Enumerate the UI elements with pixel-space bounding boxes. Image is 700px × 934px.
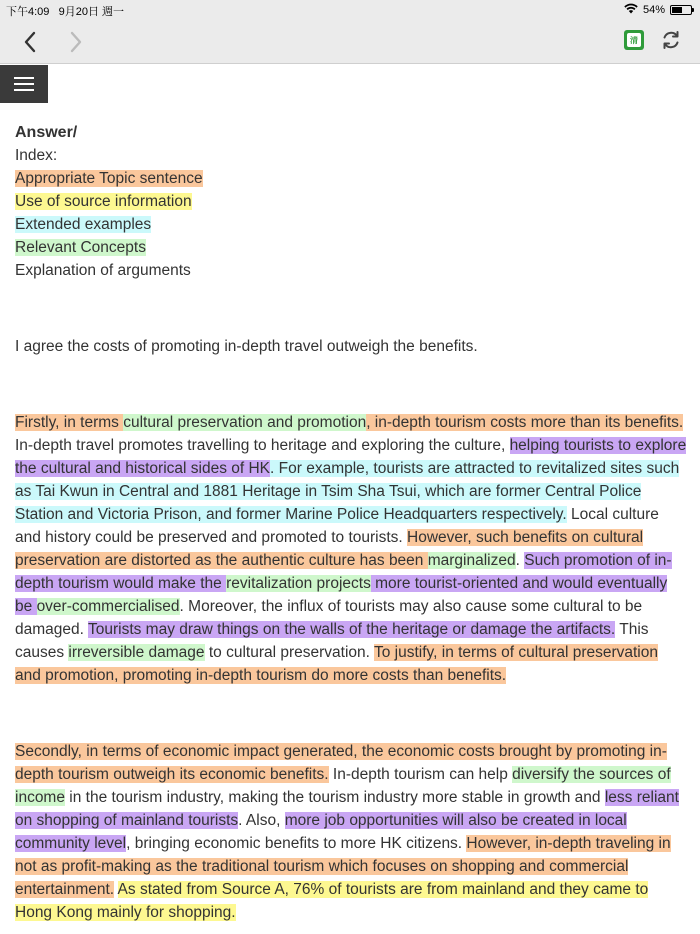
concept-segment: revitalization projects <box>226 575 371 592</box>
index-item-explanation: Explanation of arguments <box>15 262 191 279</box>
back-button[interactable] <box>16 28 44 56</box>
topic-sentence-segment: However, such benefits on cultural preservation are distorted as the authentic culture has been <box>15 529 644 569</box>
concept-segment: over-commercialised <box>36 598 180 615</box>
paragraph-2 <box>15 740 687 924</box>
app-icon[interactable] <box>624 30 644 50</box>
plain-segment: , bringing economic benefits to more HK citizens. <box>126 835 467 852</box>
topic-sentence-segment: However, in-depth traveling in not as profit-making as the traditional tourism which focuses on shopping and commercial entertainment. <box>15 835 671 898</box>
example-segment: . For example, tourists are attracted to revitalized sites such as Tai Kwun in Central and 1881 Heritage in Tsim Sha Tsui, which are former Central Police Station and Victoria Prison, and former Marine Police Headquarters respectively. <box>15 460 680 523</box>
menu-bar-icon <box>14 89 34 91</box>
battery-percent: 54% <box>642 4 665 16</box>
hamburger-menu-button[interactable] <box>0 65 48 103</box>
battery-icon <box>670 5 692 15</box>
explanation-segment: helping tourists to explore the cultural and historical sides of HK <box>15 437 687 477</box>
plain-segment: In-depth travel promotes travelling to heritage and exploring the culture, <box>15 437 510 454</box>
thesis-statement: I agree the costs of promoting in-depth travel outweigh the benefits. <box>15 338 478 355</box>
paragraph-1 <box>15 411 687 687</box>
index-item-relevant-concepts: Relevant Concepts <box>15 239 146 256</box>
status-time-date <box>6 3 124 19</box>
status-time: 下午4:09 <box>6 6 50 18</box>
concept-segment: irreversible damage <box>68 644 205 661</box>
plain-segment: in the tourism industry, making the tourism industry more stable in growth and <box>64 789 605 806</box>
topic-sentence-segment: , in-depth tourism costs more than its benefits. <box>366 414 684 431</box>
topic-sentence-segment: To justify, in terms of cultural preservation and promotion, promoting in-depth tourism do more costs than benefits. <box>15 644 658 684</box>
plain-segment: . <box>515 552 525 569</box>
explanation-segment: less reliant on shopping of mainland tourists <box>15 789 679 829</box>
status-bar <box>0 0 700 20</box>
browser-toolbar <box>0 20 700 64</box>
plain-segment: Local culture and history could be preserved and promoted to tourists. <box>15 506 659 546</box>
concept-segment: cultural preservation and promotion <box>123 414 367 431</box>
topic-sentence-segment: Secondly, in terms of economic impact generated, the economic costs brought by promoting in-depth tourism outweigh its economic benefits. <box>15 743 667 783</box>
concept-segment: marginalized <box>427 552 516 569</box>
explanation-segment: more tourist-oriented and would eventually be <box>15 575 668 615</box>
status-right <box>624 3 692 17</box>
index-item-topic-sentence: Appropriate Topic sentence <box>15 170 203 187</box>
topic-sentence-segment: Firstly, in terms <box>15 414 124 431</box>
battery-fill <box>672 7 682 13</box>
forward-button[interactable] <box>62 28 90 56</box>
index-item-source-information: Use of source information <box>15 193 192 210</box>
source-segment: As stated from Source A, 76% of tourists are from mainland and they came to Hong Kong mainly for shopping. <box>15 881 649 921</box>
explanation-segment: Such promotion of in-depth tourism would make the <box>15 552 672 592</box>
plain-segment: . Also, <box>238 812 285 829</box>
plain-segment: This causes <box>15 621 649 661</box>
index-label: Index: <box>15 147 58 164</box>
answer-heading: Answer/ <box>15 124 78 141</box>
index-item-extended-examples: Extended examples <box>15 216 152 233</box>
plain-segment: to cultural preservation. <box>204 644 374 661</box>
app-icon-glyph: 清 <box>627 33 641 47</box>
reload-icon <box>660 29 682 51</box>
reload-button[interactable] <box>660 29 682 51</box>
explanation-segment: Tourists may draw things on the walls of the heritage or damage the artifacts. <box>87 621 616 638</box>
plain-segment: . Moreover, the influx of tourists may also cause some cultural to be damaged. <box>15 598 643 638</box>
concept-segment: diversify the sources of income <box>15 766 671 806</box>
menu-bar-icon <box>14 83 34 85</box>
answer-content <box>15 121 687 924</box>
forward-chevron-icon <box>69 31 83 53</box>
back-chevron-icon <box>23 31 37 53</box>
menu-bar-icon <box>14 77 34 79</box>
status-date: 9月20日 週一 <box>58 6 125 18</box>
plain-segment: In-depth tourism can help <box>328 766 513 783</box>
wifi-icon <box>624 3 638 17</box>
explanation-segment: more job opportunities will also be created in local community level <box>15 812 627 852</box>
